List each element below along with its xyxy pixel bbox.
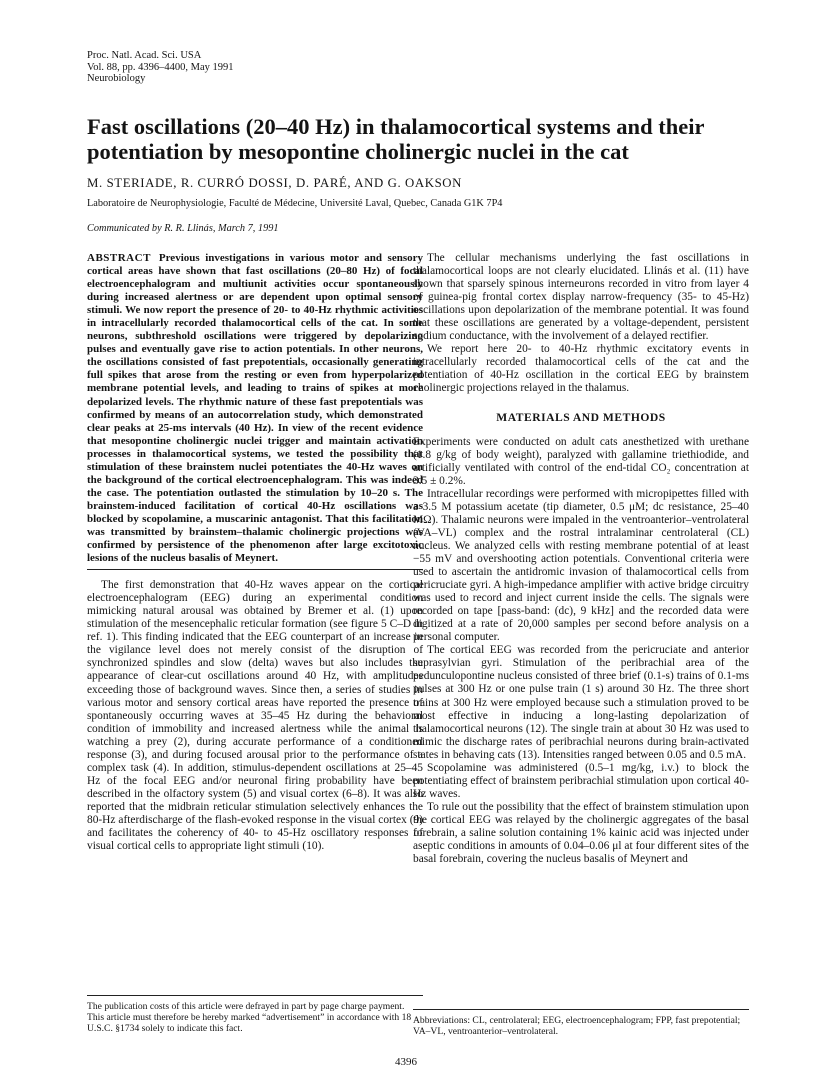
abstract-divider: [87, 569, 423, 570]
abstract-text: Previous investigations in various motor and sensory cortical areas have shown that fast oscillations (20–80 Hz) of focal electroencephalogram and multiunit activities occur spontaneously during increased alertness or are dependent upon optimal sensory stimuli. We now report the presence of 20- to 40-Hz rhythmic activities in intracellularly recorded thalamocortical cells of the cat. In some neurons, subthreshold oscillations were triggered by depolarizing pulses and eventually gave rise to action potentials. In other neurons, the oscillations consisted of fast prepotentials, occasionally generating full spikes that arose from the resting or even from hyperpolarized membrane potential levels, and leading to trains of spikes at more depolarized levels. The rhythmic nature of these fast prepotentials was confirmed by means of an autocorrelation study, which demonstrated clear peaks at 25-ms intervals (40 Hz). In view of the recent evidence that mesopontine cholinergic nuclei trigger and maintain activation processes in thalamocortical systems, we tested the possibility that stimulation of these brainstem nuclei potentiates the 40-Hz waves on the background of the cortical electroencephalogram. This was indeed the case. The potentiation outlasted the stimulation by 10–20 s. The brainstem-induced facilitation of cortical 40-Hz oscillations was blocked by scopolamine, a muscarinic antagonist. That this facilitation was transmitted by brainstem–thalamic cholinergic projections was confirmed by persistence of the phenomenon after large excitotoxic lesions of the nucleus basalis of Meynert.: [87, 252, 423, 565]
abbreviations-text: Abbreviations: CL, centrolateral; EEG, electroencephalogram; FPP, fast prepotential; VA–VL, ventroanterior–ventrolateral.: [413, 1015, 741, 1038]
journal-name: Proc. Natl. Acad. Sci. USA: [87, 50, 202, 61]
footnote-text: The publication costs of this article were defrayed in part by page charge payment. This article must therefore be hereby marked “advertisement” in accordance with 18 U.S.C. §1734 solely to indicate this fact.: [87, 1001, 412, 1035]
right-column: [413, 252, 749, 866]
methods-paragraph: Experiments were conducted on adult cats anesthetized with urethane (1.8 g/kg of body weight), paralyzed with gallamine triethiodide, and artificially ventilated with control of the end-tidal CO₂ concentration at 3.5 ± 0.2%.: [413, 435, 749, 487]
journal-volume: Vol. 88, pp. 4396–4400, May 1991: [87, 61, 234, 73]
publication-footnote: [87, 995, 423, 1035]
paper-title: Fast oscillations (20–40 Hz) in thalamocortical systems and their potentiation by mesopontine cholinergic nuclei in the cat: [87, 114, 705, 164]
journal-header: [87, 50, 234, 85]
author-list: M. STERIADE, R. CURRÓ DOSSI, D. PARÉ, AND G. OAKSON: [87, 176, 462, 190]
abbreviations-footnote: [413, 1009, 749, 1037]
left-column: [87, 252, 423, 853]
methods-paragraph: To rule out the possibility that the effect of brainstem stimulation upon the cortical EEG was relayed by the cholinergic aggregates of the basal forebrain, a saline solution containing 1% kainic acid was injected under aseptic conditions in amounts of 0.04–0.06 μl at four different sites of the basal forebrain, covering the nucleus basalis of Meynert and: [413, 800, 749, 866]
abstract: [87, 252, 423, 565]
methods-paragraph: The cortical EEG was recorded from the pericruciate and anterior suprasylvian gyri. Stimulation of the peribrachial area of the pedunculopontine nucleus consisted of three brief (0.1-s) trains of 0.1-ms pulses at 300 Hz or one pulse train (1 s) around 30 Hz. The three short trains at 300 Hz were employed because such a stimulation proved to be most effective in inducing a long-lasting depolarization of thalamocortical neurons (12). The single train at about 30 Hz was used to mimic the discharge rates of peribrachial neurons during brain-activated states in behaving cats (13). Intensities ranged between 0.05 and 0.5 mA.: [413, 644, 749, 761]
communicated-by: Communicated by R. R. Llinás, March 7, 1991: [87, 223, 279, 234]
intro-paragraph: The cellular mechanisms underlying the fast oscillations in thalamocortical loops are not clearly elucidated. Llinás et al. (11) have shown that sparsely spinous interneurons recorded in vitro from layer 4 of guinea-pig frontal cortex display narrow-frequency (35- to 45-Hz) oscillations upon depolarization of the membrane potential. It was found that these oscillations are generated by a voltage-dependent, persistent sodium conductance, with the involvement of a delayed rectifier.: [413, 252, 749, 343]
footnote-divider: [87, 995, 423, 996]
affiliation: Laboratoire de Neurophysiologie, Faculté de Médecine, Université Laval, Quebec, Canada G1K 7P4: [87, 198, 503, 209]
page-number: 4396: [395, 1056, 417, 1068]
methods-paragraph: Intracellular recordings were performed with micropipettes filled with a 3.5 M potassium acetate (tip diameter, 0.5 μM; dc resistance, 25–40 MΩ). Thalamic neurons were impaled in the ventroanterior–ventrolateral (VA–VL) complex and the rostral intralaminar centrolateral (CL) nucleus. We analyzed cells with resting membrane potential of at least −55 mV and overshooting action potentials. Conventional criteria were used to ascertain the antidromic invasion of thalamocortical cells from pericruciate gyri. A high-impedance amplifier with active bridge circuitry was used to record and inject current inside the cells. The signals were recorded on tape [pass-band: (dc), 9 kHz] and the recorded data were digitized at a rate of 20,000 samples per second before analysis on a personal computer.: [413, 487, 749, 644]
intro-paragraph: The first demonstration that 40-Hz waves appear on the cortical electroencephalogram (EEG) during an experimental condition mimicking natural arousal was obtained by Bremer et al. (1) upon stimulation of the mesencephalic reticular formation (see figure 5 C–D in ref. 1). This finding indicated that the EEG counterpart of an increase in the vigilance level does not merely consist of the disruption of synchronized spindles and slow (delta) waves but also includes the appearance of clear-cut oscillations around 40 Hz, with amplitudes exceeding those of background waves. Since then, a series of studies in various motor and sensory cortical areas have reported the presence of spontaneously occurring waves at 35–45 Hz during the behavioral condition of immobility and increased alertness while the animal is watching a prey (2), during accurate performance of a conditioned response (3), and during focused arousal prior to the performance of a complex task (4). In addition, stimulus-dependent oscillations at 25–45 Hz of the focal EEG and/or neuronal firing probability have been described in the olfactory system (5) and visual cortex (6–8). It was also reported that the midbrain reticular stimulation selectively enhances the 80-Hz afterdischarge of the flash-evoked response in the visual cortex (9) and facilitates the coherency of 40- to 45-Hz oscillatory responses of visual cortical cells to appropriate light stimuli (10).: [87, 579, 423, 853]
abstract-label: ABSTRACT: [87, 252, 151, 264]
methods-paragraph: Scopolamine was administered (0.5–1 mg/kg, i.v.) to block the potentiating effect of brainstem peribrachial stimulation upon cortical 40-Hz waves.: [413, 761, 749, 800]
journal-section: Neurobiology: [87, 73, 146, 84]
abbreviations-divider: [413, 1009, 749, 1010]
section-heading: MATERIALS AND METHODS: [496, 410, 666, 424]
intro-paragraph: We report here 20- to 40-Hz rhythmic excitatory events in intracellularly recorded thalamocortical cells of the cat and the potentiation of 40-Hz oscillation in the cortical EEG by brainstem cholinergic projections relayed in the thalamus.: [413, 343, 749, 395]
